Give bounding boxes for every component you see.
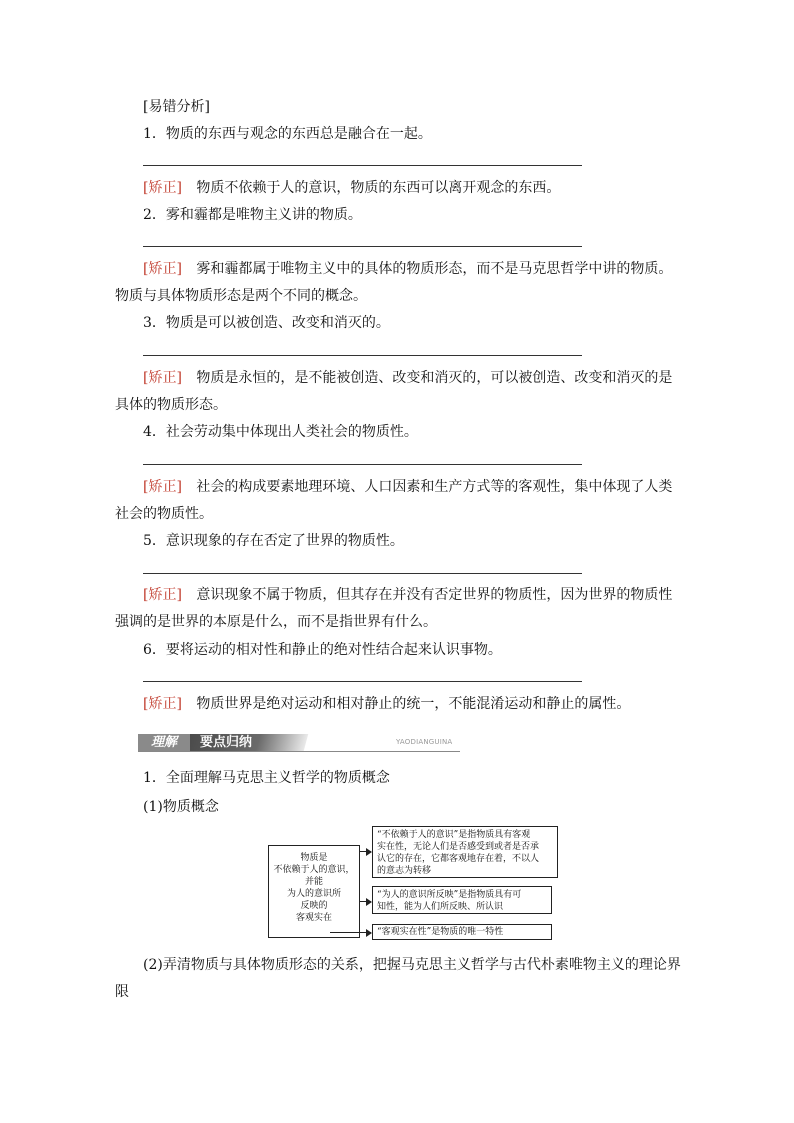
diagram-box-objective-reality: “不依赖于人的意识”是指物质具有客观 实在性，无论人们是否感受到或者是否承 认它的存在，它都客观地存在着，不以人 的意志为转移 xyxy=(372,826,558,878)
correction-text-3a: 物质是永恒的，是不能被创造、改变和消灭的，可以被创造、改变和消灭的是 xyxy=(196,370,673,386)
section-banner xyxy=(138,733,460,753)
correction-3 xyxy=(143,368,672,388)
correction-4 xyxy=(143,477,672,497)
correction-2 xyxy=(143,259,672,279)
item-statement-3: 3．物质是可以被创造、改变和消灭的。 xyxy=(143,315,390,331)
correction-5 xyxy=(143,585,672,605)
correction-tag: [矫正] xyxy=(143,370,182,386)
diagram-left-box: 物质是 不依赖于人的意识， 并能 为人的意识所 反映的 客观实在 xyxy=(268,845,360,938)
correction-tag: [矫正] xyxy=(143,261,182,277)
answer-line-2 xyxy=(143,246,582,247)
item-statement-5: 5．意识现象的存在否定了世界的物质性。 xyxy=(143,533,404,549)
banner-underline xyxy=(138,751,460,752)
answer-line-1 xyxy=(143,165,582,166)
answer-line-4 xyxy=(143,464,582,465)
correction-text-2a: 雾和霾都属于唯物主义中的具体的物质形态，而不是马克思哲学中讲的物质。 xyxy=(196,261,673,277)
correction-text-3b: 具体的物质形态。 xyxy=(115,397,227,413)
correction-tag: [矫正] xyxy=(143,479,182,495)
summary-sub-2a: (2)弄清物质与具体物质形态的关系，把握马克思主义哲学与古代朴素唯物主义的理论界 xyxy=(143,957,681,973)
section-title: [易错分析] xyxy=(143,99,210,115)
banner-badge: 理解 xyxy=(138,734,190,751)
correction-text-2b: 物质与具体物质形态是两个不同的概念。 xyxy=(115,288,367,304)
correction-text-5a: 意识现象不属于物质，但其存在并没有否定世界的物质性，因为世界的物质性 xyxy=(196,587,673,603)
answer-line-6 xyxy=(143,681,582,682)
item-statement-2: 2．雾和霾都是唯物主义讲的物质。 xyxy=(143,207,362,223)
correction-tag: [矫正] xyxy=(143,587,182,603)
correction-tag: [矫正] xyxy=(143,696,182,712)
item-statement-6: 6．要将运动的相对性和静止的绝对性结合起来认识事物。 xyxy=(143,642,502,658)
item-statement-4: 4．社会劳动集中体现出人类社会的物质性。 xyxy=(143,424,418,440)
connector xyxy=(330,932,371,933)
banner-pinyin: YAODIANGUINA xyxy=(396,738,453,746)
correction-tag: [矫正] xyxy=(143,180,182,196)
correction-text-1: 物质不依赖于人的意识，物质的东西可以离开观念的东西。 xyxy=(196,180,561,196)
correction-6 xyxy=(143,694,630,714)
summary-point-1: 1．全面理解马克思主义哲学的物质概念 xyxy=(143,770,390,786)
diagram-box-knowability: “为人的意识所反映”是指物质具有可 知性，能为人们所反映、所认识 xyxy=(372,886,552,914)
answer-line-5 xyxy=(143,573,582,574)
correction-1 xyxy=(143,178,560,198)
correction-text-4b: 社会的物质性。 xyxy=(115,506,213,522)
item-statement-1: 1．物质的东西与观念的东西总是融合在一起。 xyxy=(143,126,432,142)
correction-text-4a: 社会的构成要素地理环境、人口因素和生产方式等的客观性，集中体现了人类 xyxy=(196,479,673,495)
correction-text-6: 物质世界是绝对运动和相对静止的统一，不能混淆运动和静止的属性。 xyxy=(196,696,631,712)
summary-sub-2b: 限 xyxy=(115,984,129,1000)
answer-line-3 xyxy=(143,355,582,356)
diagram-box-unique-property: “客观实在性”是物质的唯一特性 xyxy=(372,924,552,940)
correction-text-5b: 强调的是世界的本原是什么，而不是指世界有什么。 xyxy=(115,614,437,630)
summary-sub-1: (1)物质概念 xyxy=(143,799,219,815)
banner-title: 要点归纳 xyxy=(184,734,309,751)
